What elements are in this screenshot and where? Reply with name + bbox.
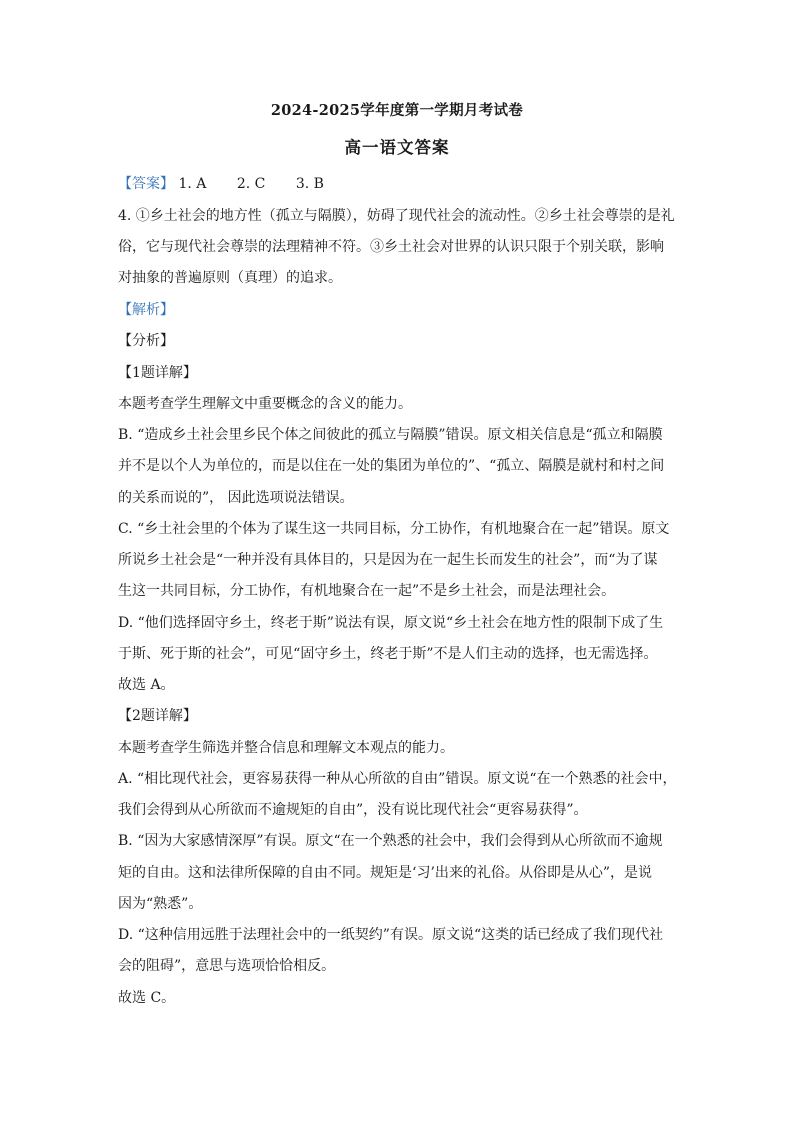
q4-line: 4. ①乡土社会的地方性（孤立与隔膜），妨碍了现代社会的流动性。②乡土社会尊崇的是礼 (118, 208, 675, 224)
q2-line: D. “这种信用远胜于法理社会中的一纸契约”有误。原文说“这类的话已经成了我们现代社 (118, 927, 664, 943)
q2-line: 本题考查学生筛选并整合信息和理解文本观点的能力。 (118, 740, 454, 756)
q4-line: 俗，它与现代社会尊崇的法理精神不符。③乡土社会对世界的认识只限于个别关联，影响 (118, 239, 664, 255)
q2-line: 矩的自由。这和法律所保障的自由不同。规矩是‘习’出来的礼俗。从俗即是从心”，是说 (118, 865, 653, 881)
doc-subtitle: 高一语文答案 (344, 138, 450, 157)
q1-line: 的关系而说的”， 因此选项说法错误。 (118, 490, 354, 506)
answer-3: 3. B (295, 176, 324, 192)
q1-line: D. “他们选择固守乡土，终老于斯”说法有误，原文说“乡土社会在地方性的限制下成了生 (118, 615, 664, 631)
doc-title: 2024-2025学年度第一学期月考试卷 (270, 102, 524, 119)
q2-line: B. “因为大家感情深厚”有误。原文“在一个熟悉的社会中，我们会得到从心所欲而不逾规 (118, 833, 663, 849)
q1-header: 【1题详解】 (118, 365, 197, 381)
answer-label: 【答案】 (118, 176, 174, 192)
q2-line: 我们会得到从心所欲而不逾规矩的自由”，没有说比现代社会“更容易获得”。 (118, 802, 588, 818)
q1-line: 故选 A。 (118, 677, 175, 693)
q1-line: B. “造成乡土社会里乡民个体之间彼此的孤立与隔膜”错误。原文相关信息是“孤立和隔膜 (118, 427, 663, 443)
q1-line: 本题考查学生理解文中重要概念的含义的能力。 (118, 396, 412, 412)
q1-line: 生这一共同目标，分工协作，有机地聚合在一起”不是乡土社会，而是法理社会。 (118, 583, 616, 599)
q1-line: 于斯、死于斯的社会”，可见“固守乡土，终老于斯”不是人们主动的选择，也无需选择。 (118, 646, 658, 662)
q2-line: 因为“熟悉”。 (118, 896, 203, 912)
q2-line: 故选 C。 (118, 990, 176, 1006)
answer-2: 2. C (236, 176, 266, 192)
q1-line: 所说乡土社会是“一种并没有具体目的，只是因为在一起生长而发生的社会”，而“为了谋 (118, 552, 658, 568)
fenxi-label: 【分析】 (118, 333, 174, 349)
answer-1: 1. A (178, 176, 207, 192)
q2-line: A. “相比现代社会，更容易获得一种从心所欲的自由”错误。原文说“在一个熟悉的社会中， (118, 771, 677, 787)
q1-line: 并不是以个人为单位的，而是以住在一处的集团为单位的”、“孤立、隔膜是就村和村之间 (118, 458, 665, 474)
analysis-label: 【解析】 (118, 302, 174, 318)
q2-header: 【2题详解】 (118, 708, 197, 724)
q4-line: 对抽象的普遍原则（真理）的追求。 (118, 270, 342, 286)
q1-line: C. “乡土社会里的个体为了谋生这一共同目标，分工协作，有机地聚合在一起”错误。原文 (118, 521, 670, 537)
q2-line: 会的阻碍”，意思与选项恰恰相反。 (118, 958, 336, 974)
answer-line (118, 174, 324, 194)
